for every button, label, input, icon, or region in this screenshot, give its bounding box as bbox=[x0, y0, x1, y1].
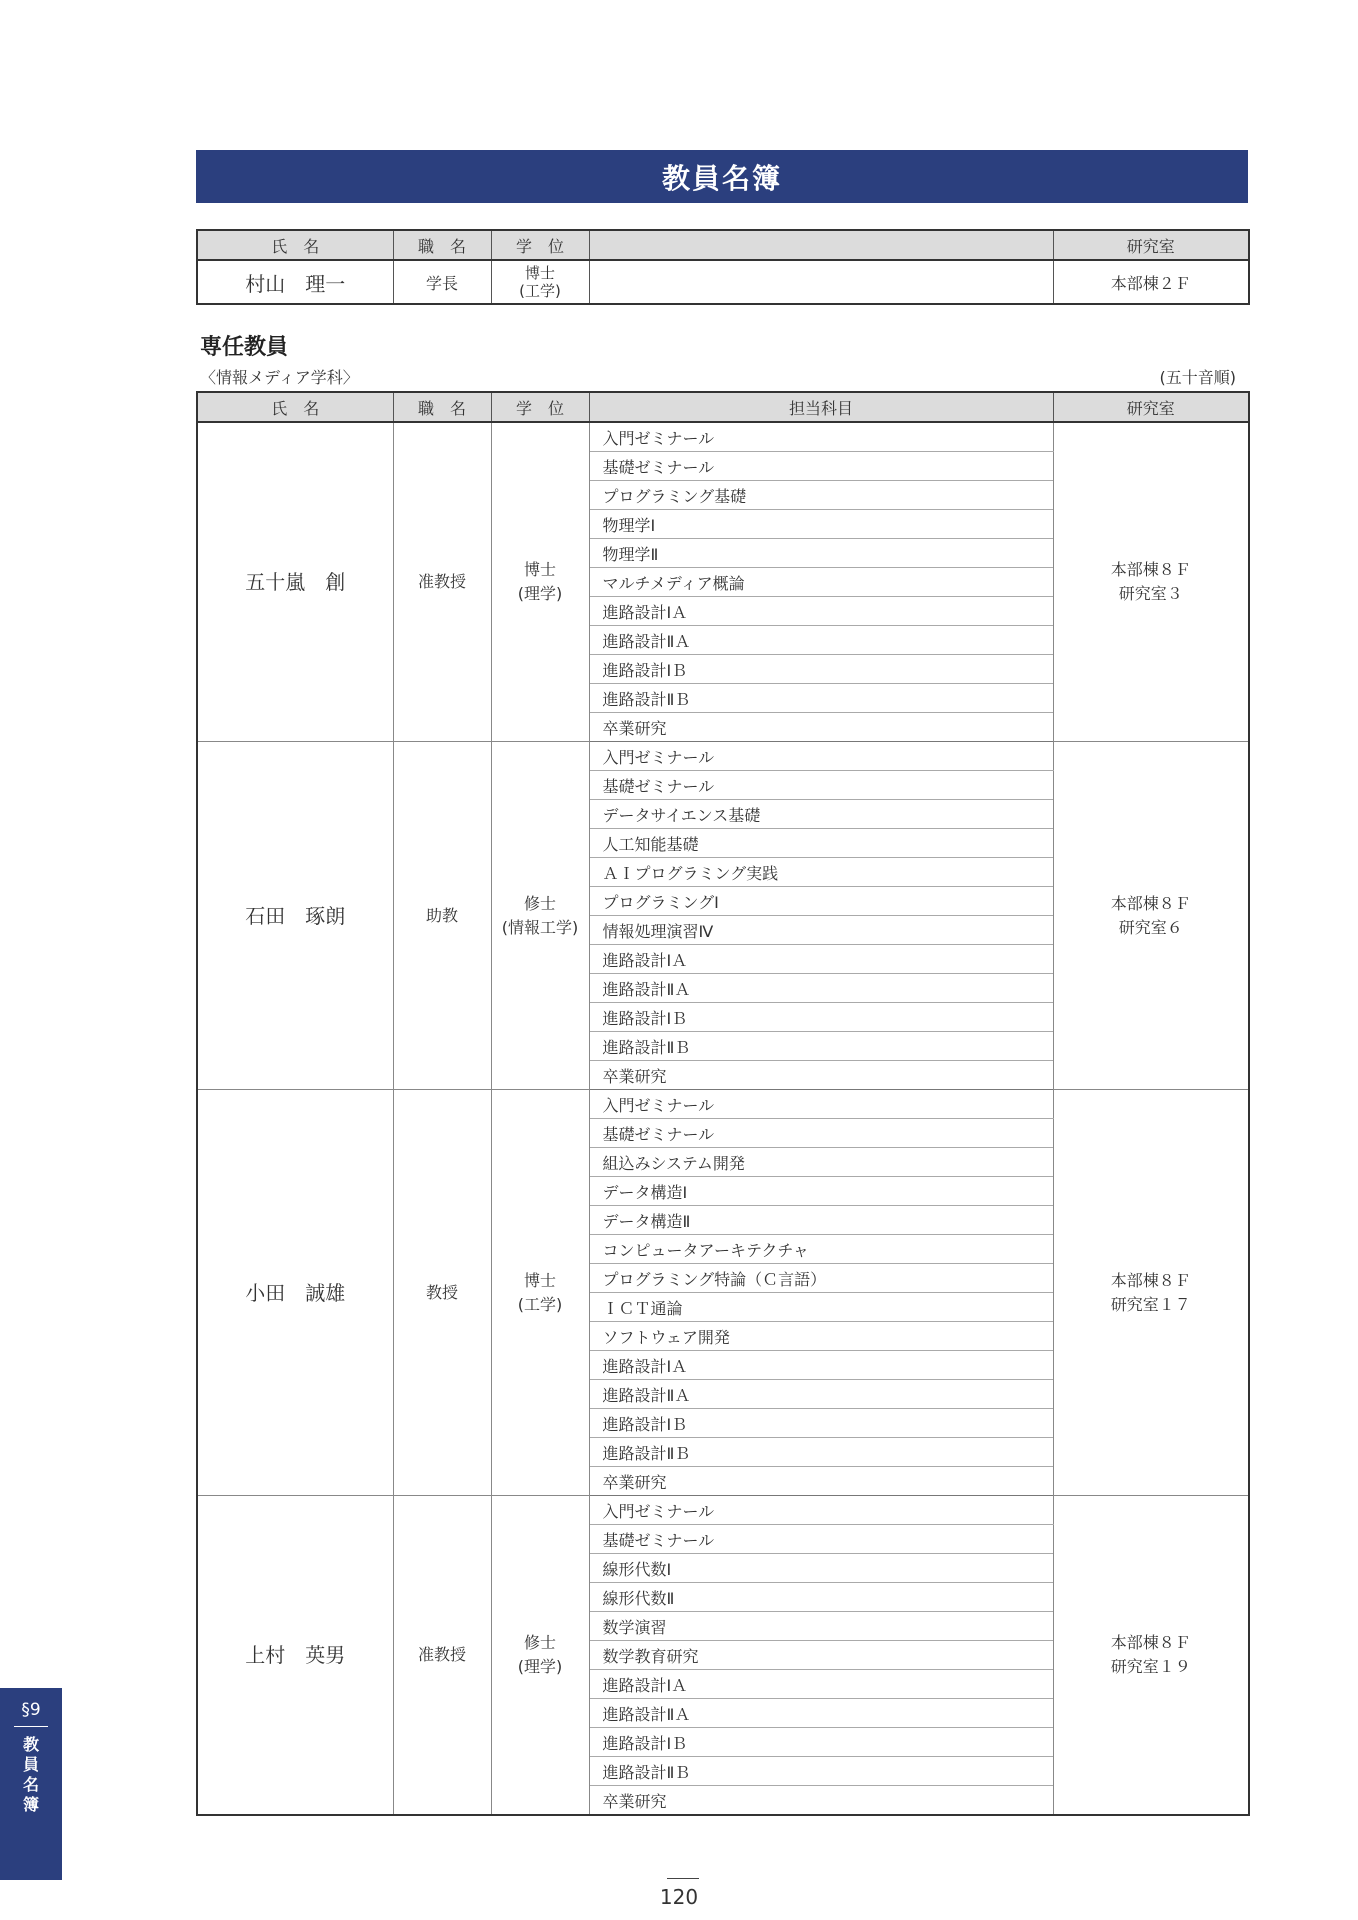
subject-cell: マルチメディア概論 bbox=[589, 568, 1053, 597]
section-side-tab bbox=[0, 1688, 62, 1880]
room-line1: 本部棟８Ｆ bbox=[1110, 560, 1191, 579]
degree-line2: (理学) bbox=[517, 584, 563, 603]
president-degree-line1: 博士 bbox=[524, 264, 555, 282]
subject-cell: 進路設計ⅡＡ bbox=[589, 1380, 1053, 1409]
faculty-room bbox=[1053, 422, 1249, 742]
room-line2: 研究室１９ bbox=[1110, 1657, 1191, 1676]
page-number: 120 bbox=[659, 1885, 699, 1909]
degree-line2: (工学) bbox=[517, 1294, 563, 1314]
subject-cell: 卒業研究 bbox=[589, 1786, 1053, 1816]
subject-cell: 進路設計ⅠＡ bbox=[589, 1670, 1053, 1699]
subject-cell: 基礎ゼミナール bbox=[589, 1525, 1053, 1554]
subject-cell: 卒業研究 bbox=[589, 713, 1053, 742]
faculty-name: 小田 誠雄 bbox=[197, 1090, 393, 1496]
subject-row bbox=[197, 1496, 1249, 1525]
faculty-degree bbox=[491, 742, 589, 1090]
faculty-position: 教授 bbox=[393, 1090, 491, 1496]
room-line2: 研究室６ bbox=[1118, 917, 1183, 937]
side-tab-section: §9 bbox=[21, 1700, 41, 1720]
subject-cell: 進路設計ⅡＡ bbox=[589, 1699, 1053, 1728]
room-line1: 本部棟８Ｆ bbox=[1110, 1633, 1191, 1652]
subject-cell: 進路設計ⅠＢ bbox=[589, 1003, 1053, 1032]
subject-cell: 進路設計ⅡＢ bbox=[589, 1757, 1053, 1786]
subject-cell: 入門ゼミナール bbox=[589, 422, 1053, 452]
faculty-header-row bbox=[197, 392, 1249, 422]
president-degree-line2: (工学) bbox=[519, 282, 561, 300]
subject-cell: 進路設計ⅠＢ bbox=[589, 655, 1053, 684]
degree-line2: (理学) bbox=[517, 1657, 563, 1676]
side-tab-divider bbox=[14, 1726, 48, 1727]
faculty-name: 五十嵐 創 bbox=[197, 422, 393, 742]
subject-cell: データ構造Ⅰ bbox=[589, 1177, 1053, 1206]
room-line2: 研究室３ bbox=[1118, 584, 1183, 603]
degree-line2: (情報工学) bbox=[501, 917, 579, 937]
subject-cell: 入門ゼミナール bbox=[589, 1090, 1053, 1119]
degree-line1: 修士 bbox=[523, 893, 556, 913]
degree-line1: 博士 bbox=[523, 1270, 556, 1290]
subject-cell: 進路設計ⅡＢ bbox=[589, 1032, 1053, 1061]
subject-cell: 卒業研究 bbox=[589, 1061, 1053, 1090]
subject-cell: プログラミングⅠ bbox=[589, 887, 1053, 916]
subject-row bbox=[197, 1090, 1249, 1119]
subject-cell: 組込みシステム開発 bbox=[589, 1148, 1053, 1177]
subject-cell: 線形代数Ⅰ bbox=[589, 1554, 1053, 1583]
page-number-rule bbox=[667, 1878, 699, 1879]
subject-cell: 進路設計ⅠＡ bbox=[589, 945, 1053, 974]
president-name: 村山 理一 bbox=[197, 260, 393, 304]
header-name: 氏 名 bbox=[197, 230, 393, 260]
order-note: (五十音順) bbox=[1159, 368, 1236, 387]
subject-cell: 入門ゼミナール bbox=[589, 742, 1053, 771]
header-name: 氏 名 bbox=[197, 392, 393, 422]
subject-cell: 進路設計ⅡＢ bbox=[589, 684, 1053, 713]
subject-cell: プログラミング特論（Ｃ言語） bbox=[589, 1264, 1053, 1293]
president-position: 学長 bbox=[393, 260, 491, 304]
subject-cell: 進路設計ⅠＢ bbox=[589, 1728, 1053, 1757]
subject-cell: 数学教育研究 bbox=[589, 1641, 1053, 1670]
subject-cell: 情報処理演習Ⅳ bbox=[589, 916, 1053, 945]
subject-cell: 基礎ゼミナール bbox=[589, 771, 1053, 800]
faculty-table bbox=[196, 391, 1250, 1816]
faculty-name: 石田 琢朗 bbox=[197, 742, 393, 1090]
subject-cell: 数学演習 bbox=[589, 1612, 1053, 1641]
subject-cell: データサイエンス基礎 bbox=[589, 800, 1053, 829]
faculty-room bbox=[1053, 742, 1249, 1090]
degree-line1: 修士 bbox=[523, 1633, 556, 1652]
subject-cell: ＡＩプログラミング実践 bbox=[589, 858, 1053, 887]
subject-cell: 進路設計ⅠＢ bbox=[589, 1409, 1053, 1438]
page-banner-title: 教員名簿 bbox=[196, 150, 1248, 203]
room-line2: 研究室１７ bbox=[1110, 1294, 1191, 1314]
header-blank bbox=[589, 230, 1053, 260]
room-line1: 本部棟８Ｆ bbox=[1110, 1270, 1191, 1290]
faculty-room bbox=[1053, 1496, 1249, 1816]
president-header-row bbox=[197, 230, 1249, 260]
president-table bbox=[196, 229, 1250, 305]
faculty-position: 助教 bbox=[393, 742, 491, 1090]
subject-cell: 入門ゼミナール bbox=[589, 1496, 1053, 1525]
president-room: 本部棟２Ｆ bbox=[1053, 260, 1249, 304]
faculty-degree bbox=[491, 1090, 589, 1496]
subject-cell: 進路設計ⅠＡ bbox=[589, 1351, 1053, 1380]
faculty-position: 准教授 bbox=[393, 422, 491, 742]
subject-cell: 卒業研究 bbox=[589, 1467, 1053, 1496]
header-subjects: 担当科目 bbox=[589, 392, 1053, 422]
president-degree bbox=[491, 260, 589, 304]
subject-cell: ＩＣＴ通論 bbox=[589, 1293, 1053, 1322]
header-position: 職 名 bbox=[393, 392, 491, 422]
degree-line1: 博士 bbox=[523, 560, 556, 579]
header-degree: 学 位 bbox=[491, 230, 589, 260]
faculty-degree bbox=[491, 1496, 589, 1816]
faculty-room bbox=[1053, 1090, 1249, 1496]
subject-cell: 進路設計ⅡＢ bbox=[589, 1438, 1053, 1467]
faculty-position: 准教授 bbox=[393, 1496, 491, 1816]
department-label: 〈情報メディア学科〉 bbox=[200, 368, 359, 387]
subject-cell: 進路設計ⅠＡ bbox=[589, 597, 1053, 626]
president-row bbox=[197, 260, 1249, 304]
subject-cell: 物理学Ⅰ bbox=[589, 510, 1053, 539]
subject-cell: 進路設計ⅡＡ bbox=[589, 626, 1053, 655]
side-tab-label: 教員名簿 bbox=[22, 1735, 39, 1814]
subject-cell: 進路設計ⅡＡ bbox=[589, 974, 1053, 1003]
faculty-degree bbox=[491, 422, 589, 742]
president-blank bbox=[589, 260, 1053, 304]
header-position: 職 名 bbox=[393, 230, 491, 260]
header-room: 研究室 bbox=[1053, 230, 1249, 260]
faculty-name: 上村 英男 bbox=[197, 1496, 393, 1816]
subject-row bbox=[197, 742, 1249, 771]
section-title: 専任教員 bbox=[200, 335, 289, 360]
subject-cell: データ構造Ⅱ bbox=[589, 1206, 1053, 1235]
subject-row bbox=[197, 422, 1249, 452]
subject-cell: ソフトウェア開発 bbox=[589, 1322, 1053, 1351]
subject-cell: 人工知能基礎 bbox=[589, 829, 1053, 858]
header-room: 研究室 bbox=[1053, 392, 1249, 422]
room-line1: 本部棟８Ｆ bbox=[1110, 893, 1191, 913]
subject-cell: コンピュータアーキテクチャ bbox=[589, 1235, 1053, 1264]
subject-cell: 線形代数Ⅱ bbox=[589, 1583, 1053, 1612]
subject-cell: プログラミング基礎 bbox=[589, 481, 1053, 510]
subject-cell: 物理学Ⅱ bbox=[589, 539, 1053, 568]
subject-cell: 基礎ゼミナール bbox=[589, 1119, 1053, 1148]
subject-cell: 基礎ゼミナール bbox=[589, 452, 1053, 481]
header-degree: 学 位 bbox=[491, 392, 589, 422]
